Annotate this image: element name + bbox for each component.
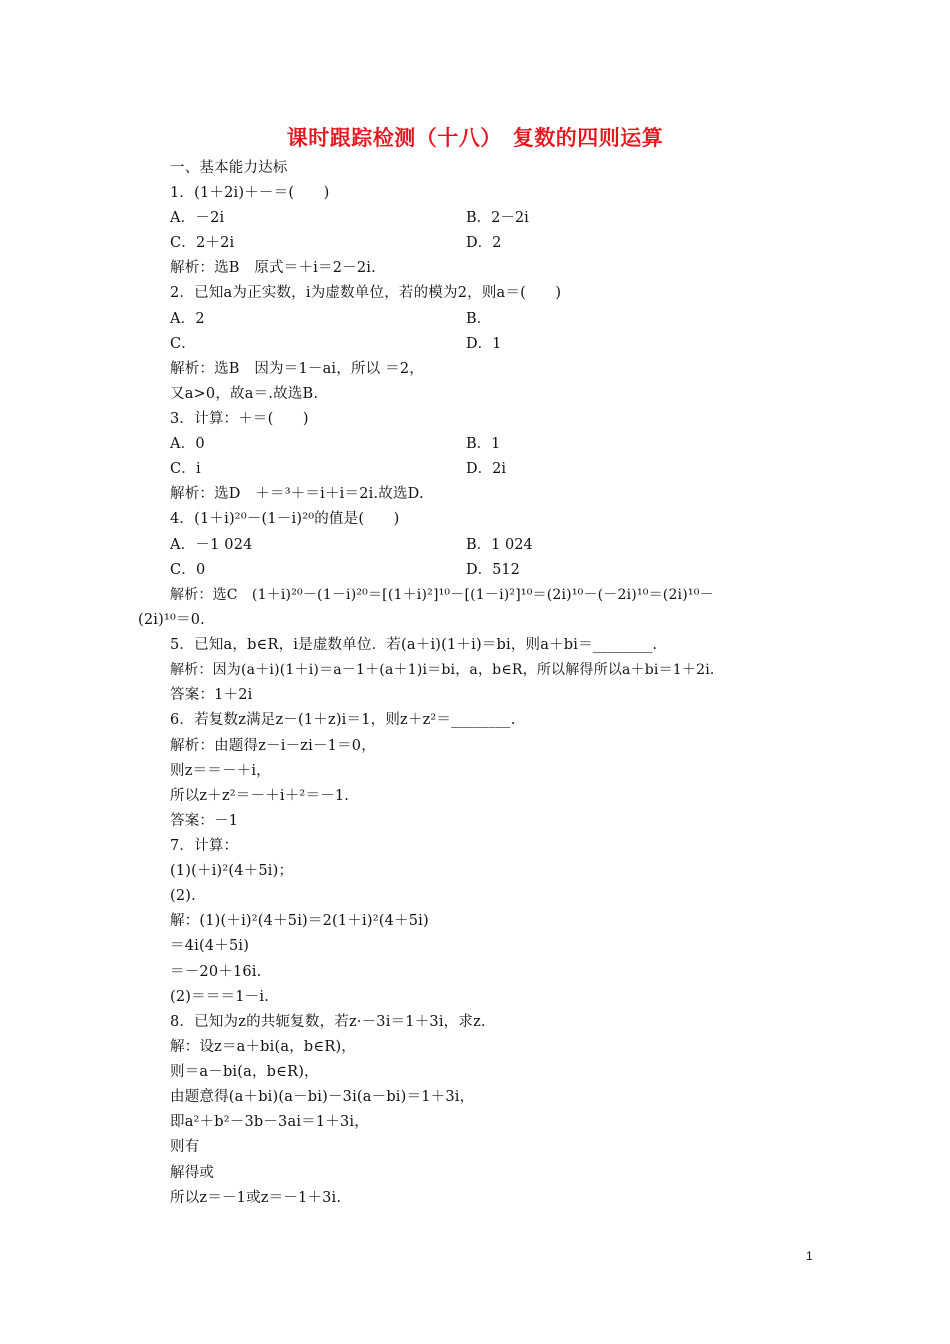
q8-stem: 8．已知为z的共轭复数，若z·－3i＝1＋3i，求z. — [170, 1014, 486, 1030]
q7-stem: 7．计算： — [170, 838, 239, 854]
q6-analysis-line3: 所以z＋z²＝－＋i＋²＝－1. — [170, 788, 350, 804]
q4-analysis-line2: (2i)¹⁰＝0. — [138, 612, 205, 628]
q4-stem: 4．(1＋i)²⁰－(1－i)²⁰的值是( ) — [170, 511, 400, 527]
q6-analysis-line2: 则z＝＝－＋i， — [170, 763, 271, 779]
q1-analysis: 解析：选B 原式＝＋i＝2－2i. — [170, 260, 376, 276]
q7-part2: (2). — [170, 888, 196, 904]
q3-option-b: B．1 — [466, 436, 501, 452]
q2-analysis-line1: 解析：选B 因为＝1－ai，所以 ＝2， — [170, 361, 424, 377]
q2-option-c: C． — [170, 336, 196, 352]
q7-solution-line1: 解：(1)(＋i)²(4＋5i)＝2(1＋i)²(4＋5i) — [170, 913, 429, 929]
q8-solution-line1: 解：设z＝a＋bi(a，b∈R)， — [170, 1039, 356, 1055]
q1-option-d: D．2 — [466, 235, 502, 251]
q6-answer: 答案：－1 — [170, 813, 239, 829]
q8-solution-line4: 即a²＋b²－3b－3ai＝1＋3i， — [170, 1114, 369, 1130]
q8-solution-line2: 则＝a－bi(a，b∈R)， — [170, 1064, 319, 1080]
q3-option-d: D．2i — [466, 461, 506, 477]
q3-option-c: C．i — [170, 461, 201, 477]
q2-option-a: A．2 — [170, 311, 205, 327]
q7-part1: (1)(＋i)²(4＋5i)； — [170, 863, 294, 879]
q4-option-a: A．－1 024 — [170, 537, 253, 553]
q1-stem: 1．(1＋2i)＋－＝( ) — [170, 185, 330, 201]
section-heading: 一、基本能力达标 — [170, 160, 288, 176]
q3-stem: 3．计算：＋＝( ) — [170, 411, 309, 427]
q5-stem: 5．已知a，b∈R，i是虚数单位．若(a＋i)(1＋i)＝bi，则a＋bi＝________. — [170, 637, 658, 653]
q5-analysis: 解析：因为(a＋i)(1＋i)＝a－1＋(a＋1)i＝bi，a，b∈R，所以解得所以a＋bi＝1＋2i. — [170, 662, 715, 678]
q5-answer: 答案：1＋2i — [170, 687, 253, 703]
q2-analysis-line2: 又a>0，故a＝.故选B. — [170, 386, 319, 402]
q1-option-b: B．2－2i — [466, 210, 529, 226]
q3-option-a: A．0 — [170, 436, 205, 452]
q2-stem: 2．已知a为正实数，i为虚数单位，若的模为2，则a＝( ) — [170, 285, 562, 301]
q2-option-d: D．1 — [466, 336, 502, 352]
q1-option-c: C．2＋2i — [170, 235, 235, 251]
q8-solution-line6: 解得或 — [170, 1165, 215, 1181]
q4-option-b: B．1 024 — [466, 537, 533, 553]
q7-solution-line2: ＝4i(4＋5i) — [170, 938, 250, 954]
q4-option-d: D．512 — [466, 562, 520, 578]
q8-solution-line7: 所以z＝－1或z＝－1＋3i. — [170, 1190, 342, 1206]
q4-analysis-line1: 解析：选C (1＋i)²⁰－(1－i)²⁰＝[(1＋i)²]¹⁰－[(1－i)²]¹⁰＝(2i)¹⁰－(－2i)¹⁰＝(2i)¹⁰－ — [170, 587, 714, 603]
q6-analysis-line1: 解析：由题得z－i－zi－1＝0， — [170, 738, 376, 754]
q4-option-c: C．0 — [170, 562, 206, 578]
q8-solution-line5: 则有 — [170, 1139, 200, 1155]
q6-stem: 6．若复数z满足z－(1＋z)i＝1，则z＋z²＝________. — [170, 712, 516, 728]
q8-solution-line3: 由题意得(a＋bi)(a－bi)－3i(a－bi)＝1＋3i， — [170, 1089, 475, 1105]
q7-solution-line3: ＝－20＋16i. — [170, 964, 262, 980]
q3-analysis: 解析：选D ＋＝³＋＝i＋i＝2i.故选D. — [170, 486, 424, 502]
page-number: 1 — [806, 1249, 813, 1263]
page-title: 课时跟踪检测（十八） 复数的四则运算 — [286, 126, 664, 150]
q7-solution-line4: (2)＝＝＝1－i. — [170, 989, 270, 1005]
q1-option-a: A．－2i — [170, 210, 225, 226]
q2-option-b: B． — [466, 311, 492, 327]
